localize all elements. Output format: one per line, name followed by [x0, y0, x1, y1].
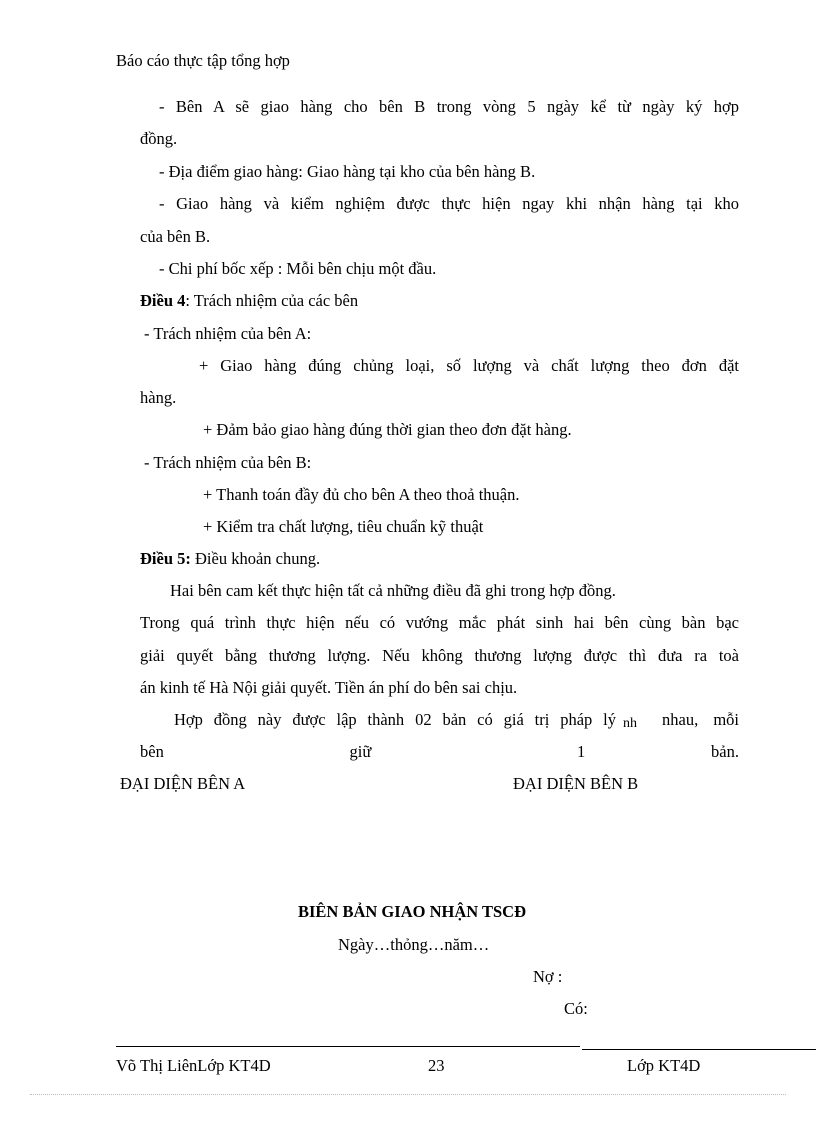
footer-author: Võ Thị LiênLớp KT4D	[116, 1056, 271, 1075]
signature-party-b: ĐẠI DIỆN BÊN B	[513, 774, 639, 793]
party-b-title: - Trách nhiệm của bên B:	[144, 453, 312, 472]
page-bottom-edge	[30, 1094, 786, 1095]
signature-party-a: ĐẠI DIỆN BÊN A	[120, 774, 246, 793]
minutes-credit: Có:	[564, 999, 588, 1018]
article-5-para-1: Hai bên cam kết thực hiện tất cả những điều đã ghi trong hợp đồng.	[170, 581, 616, 600]
term-line-3a: - Giao hàng và kiểm nghiệm được thực hiện ngay khi nhận hàng tại kho	[159, 194, 739, 213]
term-line-4: - Chi phí bốc xếp : Mỗi bên chịu một đầu.	[159, 259, 437, 278]
party-a-duty-2: + Đảm bảo giao hàng đúng thời gian theo đơn đặt hàng.	[203, 420, 572, 439]
article-4-label: Điều 4	[140, 291, 186, 310]
party-b-duty-1: + Thanh toán đầy đủ cho bên A theo thoả thuận.	[203, 485, 520, 504]
party-b-duty-2: + Kiểm tra chất lượng, tiêu chuẩn kỹ thuật	[203, 517, 484, 536]
minutes-debit: Nợ :	[533, 967, 563, 986]
article-4-heading	[140, 291, 358, 311]
article-5-para-2c: án kinh tế Hà Nội giải quyết. Tiền án phí do bên sai chịu.	[140, 678, 518, 697]
para-3b-word-4: bản.	[711, 742, 739, 761]
footer-rule-left	[116, 1046, 580, 1047]
article-5-title: Điều khoản chung.	[190, 549, 321, 568]
para-3b-word-3: 1	[577, 742, 586, 761]
article-5-heading	[140, 549, 320, 569]
minutes-title: BIÊN BẢN GIAO NHẬN TSCĐ	[298, 902, 526, 921]
term-line-1b: đồng.	[140, 129, 178, 148]
party-a-title: - Trách nhiệm của bên A:	[144, 324, 312, 343]
party-a-duty-1b: hàng.	[140, 388, 177, 407]
term-line-2: - Địa điểm giao hàng: Giao hàng tại kho của bên hàng B.	[159, 162, 536, 181]
minutes-date: Ngày…thỏng…năm…	[338, 935, 490, 954]
footer-page-number: 23	[428, 1056, 445, 1075]
header-title: Báo cáo thực tập tổng hợp	[116, 51, 290, 70]
footer-class: Lớp KT4D	[627, 1056, 701, 1075]
term-line-3b: của bên B.	[140, 227, 211, 246]
para-3b-word-2: giữ	[349, 742, 372, 761]
article-5-para-3b	[140, 742, 739, 762]
article-5-para-2b: giải quyết bằng thương lượng. Nếu không thương lượng được thì đưa ra toà	[140, 646, 739, 665]
article-5-para-3a-left: Hợp đồng này được lập thành 02 bản có giá trị pháp lý	[174, 710, 616, 729]
article-5-para-3a-small: nh	[623, 716, 637, 731]
party-a-duty-1a: + Giao hàng đúng chủng loại, số lượng và chất lượng theo đơn đặt	[199, 356, 739, 375]
article-5-label: Điều 5:	[140, 549, 191, 568]
term-line-1a: - Bên A sẽ giao hàng cho bên B trong vòng 5 ngày kể từ ngày ký hợp	[159, 97, 739, 116]
article-5-para-2a: Trong quá trình thực hiện nếu có vướng mắc phát sinh hai bên cùng bàn bạc	[140, 613, 739, 632]
article-5-para-3a-right: nhau, mỗi	[662, 710, 739, 729]
footer-rule-right	[582, 1049, 816, 1050]
article-4-title: : Trách nhiệm của các bên	[185, 291, 359, 310]
para-3b-word-1: bên	[140, 742, 164, 761]
